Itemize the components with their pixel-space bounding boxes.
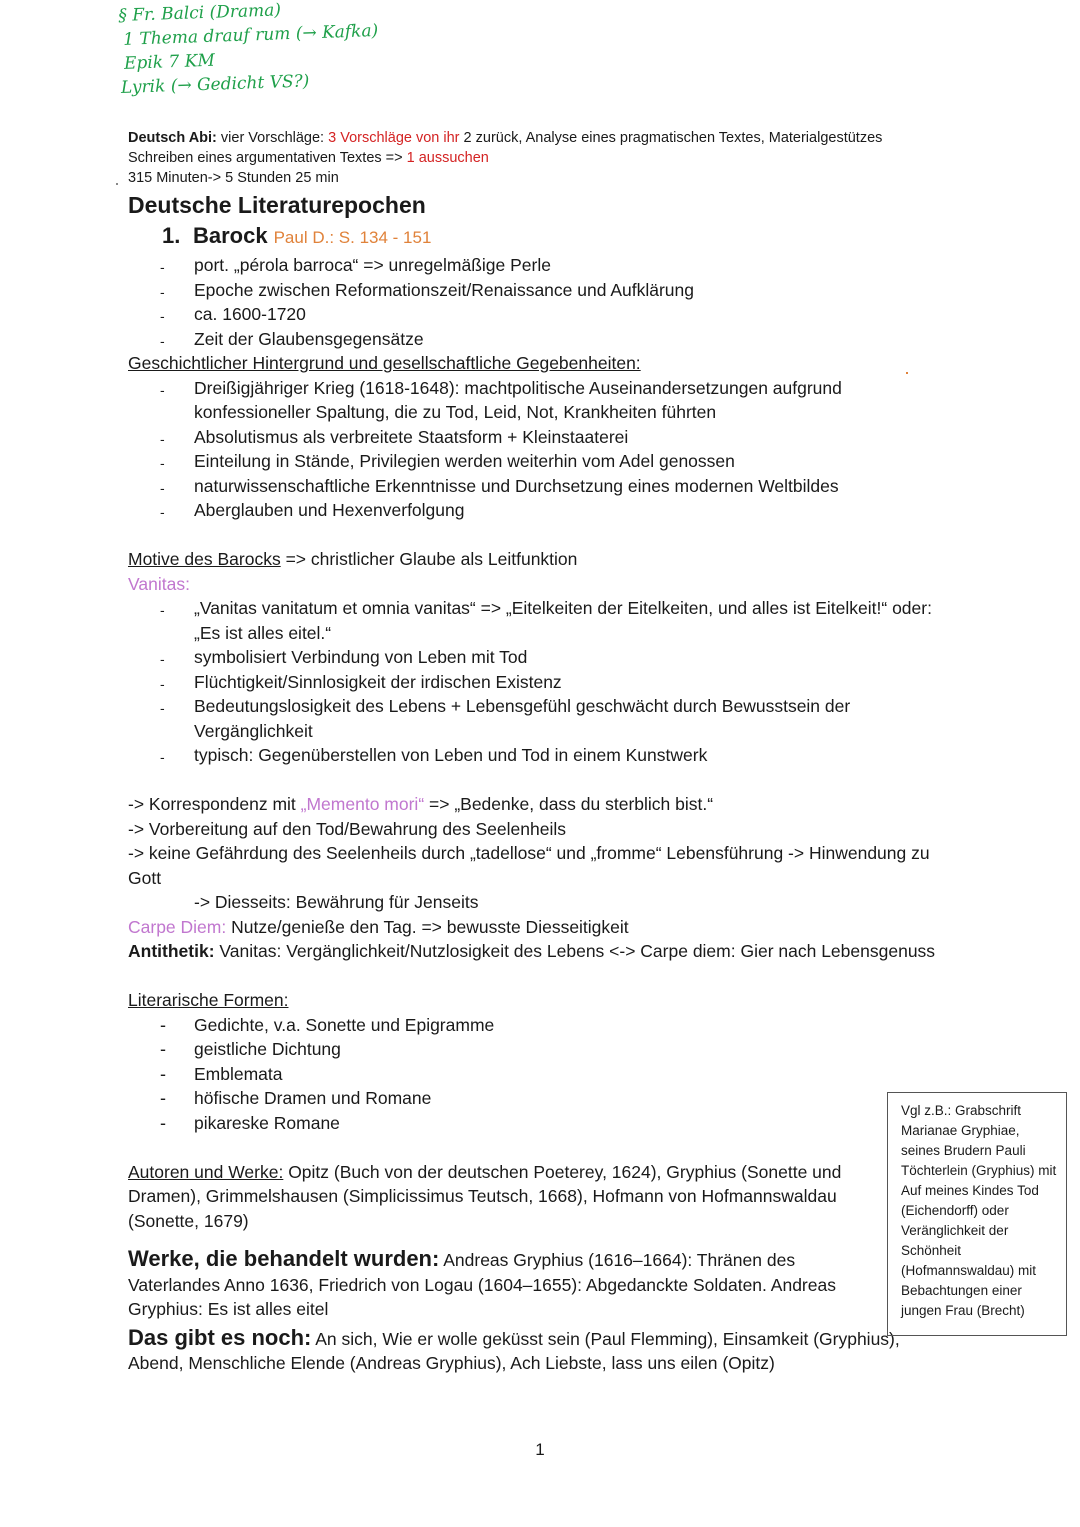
exam-intro [128, 128, 928, 188]
works-paragraph [128, 1247, 873, 1322]
intro-text: 2 zurück, Analyse eines pragmatischen Textes, Materialgestützes Schreiben eines argumentativen Textes => [128, 130, 883, 166]
authors-text: Opitz (Buch von der deutschen Poeterey, 1624), Gryphius (Sonette und Dramen), Grimmelshausen (Simplicissimus Teutsch, 1668), Hofmann von Hofmannswaldau (Sonette, 1679) [128, 1161, 842, 1231]
list-item: - Bedeutungslosigkeit des Lebens + Lebensgefühl geschwächt durch Bewusstsein der Vergänglichkeit [128, 694, 958, 743]
intro-time: 315 Minuten-> 5 Stunden 25 min [128, 170, 339, 186]
stray-mark [906, 372, 908, 374]
handwritten-line: 1 Thema drauf rum (→ Kafka) [122, 20, 379, 50]
arrow-line: -> keine Gefährdung des Seelenheils durch „tadellose“ und „fromme“ Lebensführung -> Hinwendung zu Gott [128, 843, 930, 888]
memento-line [128, 792, 958, 817]
list-item: - Dreißigjähriger Krieg (1618-1648): machtpolitische Auseinandersetzungen aufgrund konfessioneller Spaltung, die zu Tod, Leid, Not, Krankheiten führten [128, 376, 958, 425]
motive-line [128, 547, 958, 572]
antithetik-label: Antithetik: [128, 941, 215, 961]
antithetik-line [128, 939, 958, 964]
stray-mark [116, 183, 118, 185]
exam-label: Deutsch Abi: [128, 130, 217, 146]
intro-highlight: 1 aussuchen [406, 150, 489, 166]
intro-highlight: 3 Vorschläge von ihr [328, 130, 460, 146]
authors-paragraph [128, 1160, 878, 1234]
list-item: - „Vanitas vanitatum et omnia vanitas“ => „Eitelkeiten der Eitelkeiten, und alles ist Eitelkeit!“ oder: „Es ist alles eitel.“ [128, 596, 958, 645]
authors-label: Autoren und Werke: [128, 1161, 284, 1182]
epoch-heading [162, 221, 958, 253]
list-item: - Einteilung in Stände, Privilegien werden weiterhin vom Adel genossen [128, 449, 958, 474]
list-item: - symbolisiert Verbindung von Leben mit Tod [128, 645, 958, 670]
list-item: - Emblemata [128, 1062, 828, 1087]
vanitas-points [128, 596, 958, 768]
history-points [128, 376, 958, 523]
handwritten-notes [118, 0, 380, 100]
handwritten-line: § Fr. Balci (Drama) [118, 0, 282, 26]
carpe-text: Nutze/genieße den Tag. => bewusste Diesseitigkeit [226, 916, 629, 937]
works-text: Andreas Gryphius (1616–1664): Thränen des Vaterlandes Anno 1636, Friedrich von Logau (1604–1655): Abgedanckte Soldaten. Andreas Gryphius: Es ist alles eitel [128, 1250, 836, 1319]
epoch-name: Barock [193, 223, 268, 248]
list-item: - Flüchtigkeit/Sinnlosigkeit der irdischen Existenz [128, 670, 958, 695]
more-paragraph [128, 1326, 928, 1376]
epoch-pages: Paul D.: S. 134 - 151 [273, 228, 432, 247]
memento-term: „Memento mori“ [300, 794, 425, 814]
list-item: - geistliche Dichtung [128, 1037, 828, 1062]
list-item: - ca. 1600-1720 [128, 302, 958, 327]
carpe-line [128, 915, 958, 940]
intro-points [128, 253, 958, 351]
vanitas-label: Vanitas: [128, 573, 190, 594]
list-item: - Aberglauben und Hexenverfolgung [128, 498, 958, 523]
antithetik-text: Vanitas: Vergänglichkeit/Nutzlosigkeit des Lebens <-> Carpe diem: Gier nach Lebensgenuss [214, 941, 936, 961]
page-number: 1 [535, 1440, 545, 1459]
arrow-line-indented: -> Diesseits: Bewährung für Jenseits [194, 892, 479, 912]
motive-label: Motive des Barocks [128, 549, 281, 569]
history-heading: Geschichtlicher Hintergrund und gesellschaftliche Gegebenheiten: [128, 353, 641, 373]
motive-text: => christlicher Glaube als Leitfunktion [280, 549, 578, 569]
list-item: - naturwissenschaftliche Erkenntnisse und Durchsetzung eines modernen Weltbildes [128, 474, 958, 499]
list-item: - Epoche zwischen Reformationszeit/Renaissance und Aufklärung [128, 278, 958, 303]
epoch-number: 1. [162, 223, 181, 248]
list-item: - pikareske Romane [128, 1111, 828, 1136]
carpe-label: Carpe Diem: [128, 916, 227, 937]
list-item: - port. „pérola barroca“ => unregelmäßige Perle [128, 253, 958, 278]
forms-list [128, 1013, 828, 1136]
handwritten-line: Epik 7 KM [123, 50, 216, 74]
more-label: Das gibt es noch: [128, 1324, 312, 1350]
intro-text: vier Vorschläge: [216, 130, 329, 146]
more-text: An sich, Wie er wolle geküsst sein (Paul Flemming), Einsamkeit (Gryphius), Abend, Menschliche Elende (Andreas Gryphius), Ach Liebste, lass uns eilen (Opitz) [128, 1328, 900, 1373]
works-label: Werke, die behandelt wurden: [128, 1246, 440, 1271]
arrow-line: -> Vorbereitung auf den Tod/Bewahrung des Seelenheils [128, 818, 566, 839]
side-note-box: Vgl z.B.: Grabschrift Marianae Gryphiae, seines Brudern Pauli Töchterlein (Gryphius) mit Auf meines Kindes Tod (Eichendorff) oder Veränglichkeit der Schönheit (Hofmannswaldau) mit Bebachtungen einer jungen Frau (Brecht) [887, 1092, 1067, 1336]
memento-pre: -> Korrespondenz mit [128, 794, 301, 814]
list-item: - Gedichte, v.a. Sonette und Epigramme [128, 1013, 828, 1038]
main-content [128, 189, 958, 1376]
handwritten-line: Lyrik (→ Gedicht VS?) [120, 71, 310, 98]
list-item: - höfische Dramen und Romane [128, 1086, 828, 1111]
list-item: - Absolutismus als verbreitete Staatsform + Kleinstaaterei [128, 425, 958, 450]
forms-heading: Literarische Formen: [128, 990, 289, 1010]
page-title: Deutsche Literaturepochen [128, 192, 426, 218]
list-item: - typisch: Gegenüberstellen von Leben und Tod in einem Kunstwerk [128, 743, 958, 768]
list-item: - Zeit der Glaubensgegensätze [128, 327, 958, 352]
memento-post: => „Bedenke, dass du sterblich bist.“ [424, 794, 714, 814]
